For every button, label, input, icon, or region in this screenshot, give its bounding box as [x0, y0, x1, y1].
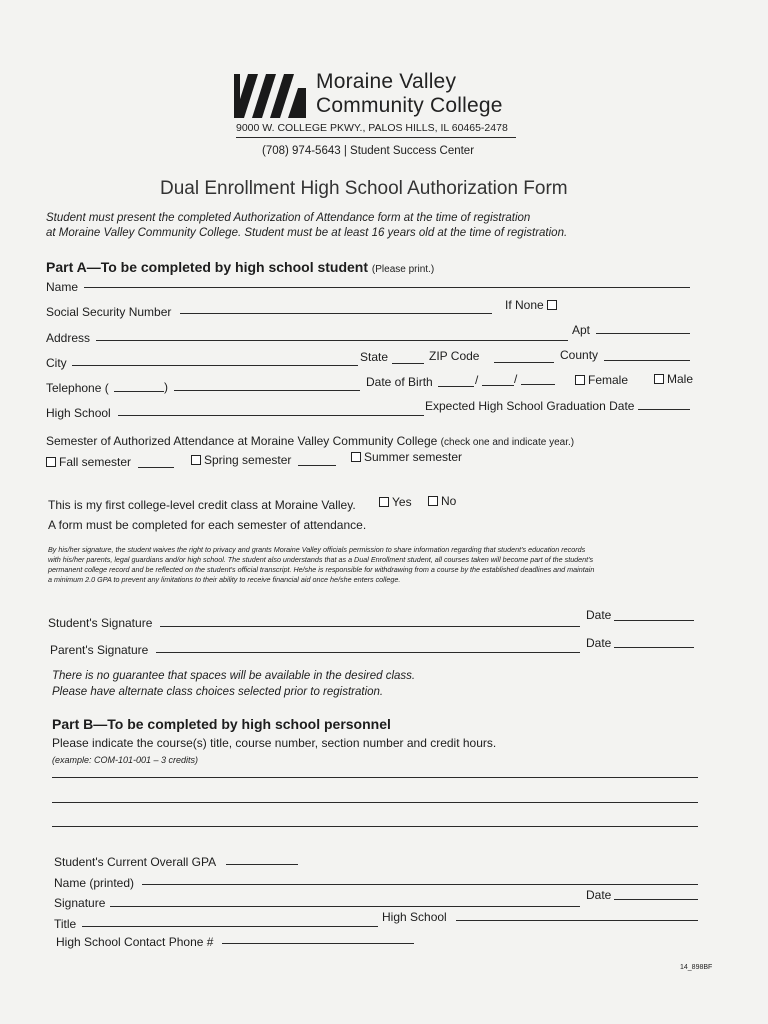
college-name-line1: Moraine Valley [316, 70, 457, 93]
spring-option[interactable] [191, 453, 291, 467]
college-logo-icon [234, 74, 306, 118]
fall-checkbox[interactable] [46, 457, 56, 467]
female-checkbox[interactable] [575, 375, 585, 385]
title-label: Title [54, 917, 77, 931]
ssn-label: Social Security Number [46, 305, 172, 319]
if-none-option[interactable] [505, 298, 560, 312]
semester-row [46, 434, 574, 448]
fall-label: Fall semester [59, 455, 132, 469]
waiver-line2: with his/her parents, legal guardians and/or high school. The student also understands that as a Dual Enrollment student, all courses taken will become part of the student's [48, 555, 594, 564]
if-none-label: If None [505, 298, 544, 312]
telephone-label: Telephone ( [46, 381, 109, 395]
telephone-area-field[interactable] [114, 391, 164, 392]
apt-label: Apt [572, 323, 591, 337]
part-b-heading: Part B—To be completed by high school personnel [52, 716, 391, 732]
semester-note: (check one and indicate year.) [440, 437, 575, 448]
header-divider [236, 137, 516, 138]
parent-date-label: Date [586, 636, 612, 650]
summer-checkbox[interactable] [351, 452, 361, 462]
first-class-label: This is my first college-level credit class at Moraine Valley. [48, 498, 356, 512]
dob-label: Date of Birth [366, 375, 433, 389]
spring-checkbox[interactable] [191, 455, 201, 465]
address-label: Address [46, 331, 91, 345]
summer-option[interactable] [351, 450, 462, 464]
yes-label: Yes [392, 495, 412, 509]
city-label: City [46, 356, 67, 370]
each-semester-note: A form must be completed for each semester of attendance. [48, 518, 367, 532]
dob-day-field[interactable] [482, 385, 514, 386]
part-a-heading-note: (Please print.) [371, 264, 435, 275]
student-date-label: Date [586, 608, 612, 622]
dob-year-field[interactable] [521, 384, 555, 385]
gpa-label: Student's Current Overall GPA [54, 855, 217, 869]
male-option[interactable] [654, 372, 693, 386]
name-field[interactable] [84, 287, 690, 288]
personnel-signature-field[interactable] [110, 906, 580, 907]
female-label: Female [588, 373, 629, 387]
summer-label: Summer semester [364, 450, 463, 464]
state-field[interactable] [392, 363, 424, 364]
apt-field[interactable] [596, 333, 690, 334]
college-address: 9000 W. COLLEGE PKWY., PALOS HILLS, IL 60465-2478 [236, 122, 508, 134]
zip-label: ZIP Code [429, 349, 480, 363]
course-line-1[interactable] [52, 777, 698, 778]
name-printed-label: Name (printed) [54, 876, 135, 890]
semester-label: Semester of Authorized Attendance at Moraine Valley Community College [46, 434, 438, 448]
high-school-label: High School [46, 406, 111, 420]
phone-line: (708) 974-5643 | Student Success Center [262, 145, 475, 157]
waiver-line4: a minimum 2.0 GPA to prevent any limitations to their ability to receive financial aid once he/she enters college. [48, 575, 401, 584]
city-field[interactable] [72, 365, 358, 366]
yes-checkbox[interactable] [379, 497, 389, 507]
notice-line1: There is no guarantee that spaces will be available in the desired class. [52, 670, 416, 682]
address-field[interactable] [96, 340, 568, 341]
no-checkbox[interactable] [428, 496, 438, 506]
personnel-signature-label: Signature [54, 896, 106, 910]
county-label: County [560, 348, 599, 362]
intro-line2: at Moraine Valley Community College. Student must be at least 16 years old at the time of registration. [46, 227, 568, 239]
male-label: Male [667, 372, 694, 386]
name-label: Name [46, 280, 79, 294]
waiver-line3: permanent college record and be reflected on the student's official transcript. He/she is responsible for withdrawing from a course by the established deadlines and maintain [48, 565, 595, 574]
spring-label: Spring semester [204, 453, 292, 467]
fall-option[interactable] [46, 455, 131, 469]
name-printed-field[interactable] [142, 884, 698, 885]
female-option[interactable] [575, 373, 628, 387]
no-option[interactable] [428, 494, 456, 508]
dob-month-field[interactable] [438, 386, 474, 387]
course-line-3[interactable] [52, 826, 698, 827]
yes-option[interactable] [379, 495, 412, 509]
dob-separator-2: / [514, 372, 518, 386]
college-name-line2: Community College [316, 94, 503, 117]
course-line-2[interactable] [52, 802, 698, 803]
intro-line1: Student must present the completed Authorization of Attendance form at the time of registration [46, 212, 531, 224]
student-signature-label: Student's Signature [48, 616, 153, 630]
parent-date-field[interactable] [614, 647, 694, 648]
ssn-field[interactable] [180, 313, 492, 314]
if-none-checkbox[interactable] [547, 300, 557, 310]
parent-signature-label: Parent's Signature [50, 643, 149, 657]
notice-line2: Please have alternate class choices selected prior to registration. [52, 686, 384, 698]
waiver-line1: By his/her signature, the student waives the right to privacy and grants Moraine Valley officials permission to share information regarding that student's education records [48, 545, 586, 554]
male-checkbox[interactable] [654, 374, 664, 384]
gpa-field[interactable] [226, 864, 298, 865]
part-a-heading-text: Part A—To be completed by high school student [46, 259, 369, 275]
personnel-date-label: Date [586, 888, 612, 902]
telephone-number-field[interactable] [174, 390, 360, 391]
contact-phone-label: High School Contact Phone # [56, 935, 214, 949]
parent-signature-field[interactable] [156, 652, 580, 653]
zip-field[interactable] [494, 362, 554, 363]
fall-year-field[interactable] [138, 467, 174, 468]
high-school-field[interactable] [118, 415, 424, 416]
student-date-field[interactable] [614, 620, 694, 621]
form-title: Dual Enrollment High School Authorization Form [160, 178, 568, 199]
spring-year-field[interactable] [298, 465, 336, 466]
contact-phone-field[interactable] [222, 943, 414, 944]
part-a-heading [46, 259, 434, 275]
grad-date-field[interactable] [638, 409, 690, 410]
student-signature-field[interactable] [160, 626, 580, 627]
personnel-date-field[interactable] [614, 899, 698, 900]
part-b-example: (example: COM-101-001 – 3 credits) [52, 755, 199, 765]
personnel-high-school-label: High School [382, 910, 447, 924]
form-code: 14_898BF [680, 964, 713, 971]
title-field[interactable] [82, 926, 378, 927]
state-label: State [360, 350, 389, 364]
no-label: No [441, 494, 457, 508]
personnel-high-school-field[interactable] [456, 920, 698, 921]
dob-separator-1: / [475, 373, 479, 387]
telephone-close-paren: ) [164, 380, 168, 394]
grad-date-label: Expected High School Graduation Date [425, 399, 635, 413]
part-b-instruction: Please indicate the course(s) title, course number, section number and credit hours. [52, 736, 497, 750]
county-field[interactable] [604, 360, 690, 361]
